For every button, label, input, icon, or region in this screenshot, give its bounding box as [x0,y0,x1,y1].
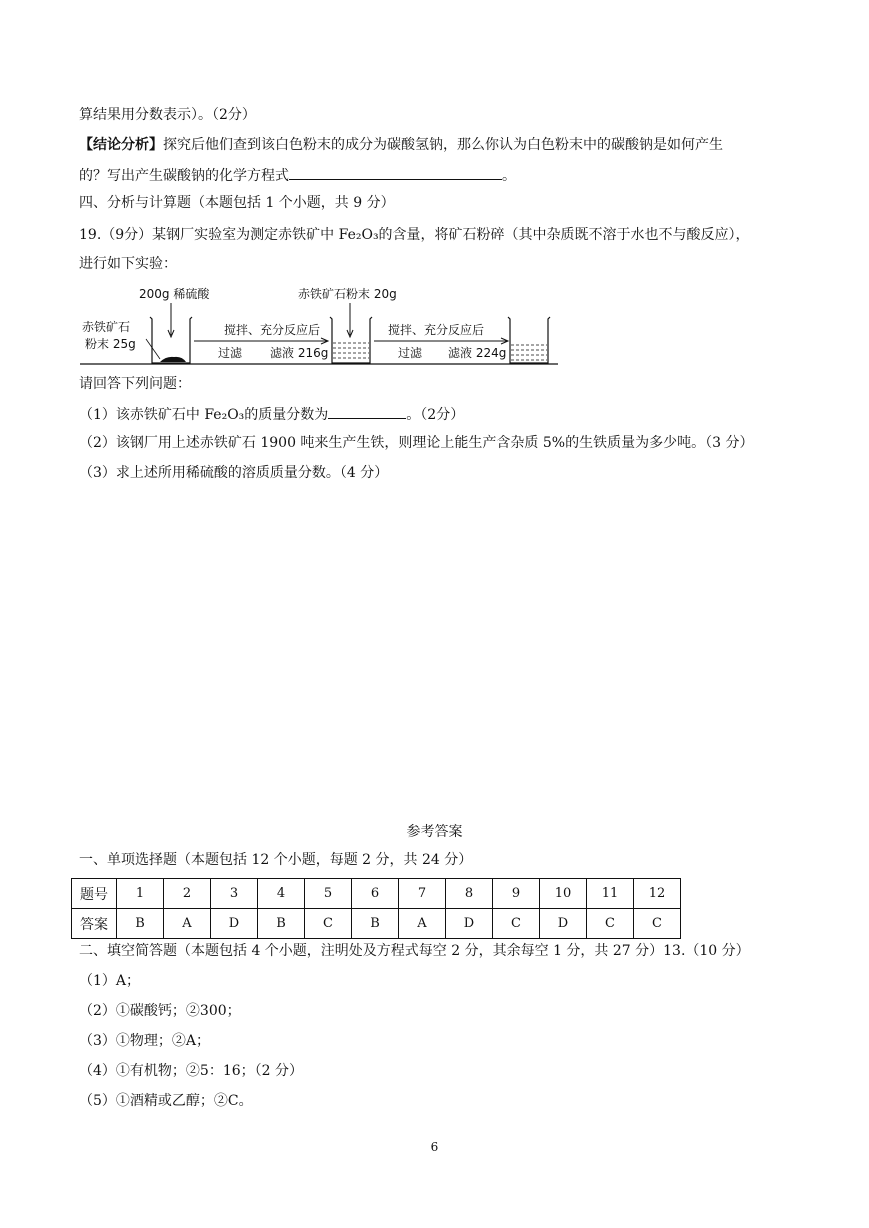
table-cell: C [493,909,540,939]
table-row-answers [72,909,681,939]
answers-section-2: 二、填空简答题（本题包括 4 个小题，注明处及方程式每空 2 分，其余每空 1 分，共 27 分）13.（10 分） [79,943,750,959]
table-cell: 1 [117,879,164,909]
subquestion-1-points: 。（2分） [406,407,465,423]
conclusion-text: 探究后他们查到该白色粉末的成分为碳酸氢钠，那么你认为白色粉末中的碳酸钠是如何产生 [163,137,723,153]
table-cell: 9 [493,879,540,909]
table-cell: 11 [587,879,634,909]
answers-section-1: 一、单项选择题（本题包括 12 个小题，每题 2 分，共 24 分） [79,852,473,868]
table-cell: 12 [634,879,681,909]
table-cell: B [258,909,305,939]
page-number: 6 [430,1140,439,1154]
subquestion-2: （2）该钢厂用上述赤铁矿石 1900 吨来生产生铁，则理论上能生产含杂质 5%的生铁质量为多少吨。（3 分） [79,435,754,451]
table-cell: C [305,909,352,939]
table-cell: 7 [399,879,446,909]
mass-fraction-blank[interactable] [328,403,406,419]
subquestion-1 [79,403,464,425]
continued-text: 算结果用分数表示）。（2分） [79,107,256,123]
table-cell: 10 [540,879,587,909]
step1-filter: 过滤 [218,346,243,360]
answer-13-4: （4）①有机物；②5：16；（2 分） [79,1063,303,1079]
answer-13-1: （1）A； [79,973,141,989]
beaker-1 [146,303,192,363]
answer-table [71,878,681,939]
ore-label-1: 赤铁矿石 [82,320,131,334]
table-cell: D [211,909,258,939]
table-cell: C [587,909,634,939]
questions-intro: 请回答下列问题： [79,376,191,392]
ore2-label: 赤铁矿石粉末 20g [298,287,397,301]
answer-13-2: （2）①碳酸钙；②300； [79,1003,241,1019]
step2-filter: 过滤 [398,346,423,360]
table-cell: 5 [305,879,352,909]
equation-prompt-line [79,164,516,186]
equation-answer-blank[interactable] [289,164,502,180]
conclusion-analysis-line [79,135,723,155]
subquestion-1-text: （1）该赤铁矿石中 Fe₂O₃的质量分数为 [79,407,329,423]
table-cell: B [352,909,399,939]
answer-13-5: （5）①酒精或乙醇；②C。 [79,1093,253,1109]
subquestion-3: （3）求上述所用稀硫酸的溶质质量分数。（4 分） [79,465,389,481]
table-cell: A [399,909,446,939]
table-cell: 8 [446,879,493,909]
table-cell: B [117,909,164,939]
experiment-diagram [80,283,560,367]
step1-top: 搅拌、充分反应后 [224,323,321,337]
beaker-2 [330,303,372,363]
beaker-3 [508,317,550,363]
table-cell: 2 [164,879,211,909]
table-cell: D [540,909,587,939]
table-cell: 3 [211,879,258,909]
question-19-stem: 19.（9分）某钢厂实验室为测定赤铁矿中 Fe₂O₃的含量，将矿石粉碎（其中杂质既不溶于水也不与酸反应）， [79,227,750,243]
table-cell: D [446,909,493,939]
step1-filtrate: 滤液 216g [270,346,329,360]
row-header-answer: 答案 [72,909,117,939]
table-cell: 6 [352,879,399,909]
answers-title: 参考答案 [406,824,463,840]
section-four-heading: 四、分析与计算题（本题包括 1 个小题，共 9 分） [79,195,395,211]
equation-prompt: 的？写出产生碳酸钠的化学方程式 [79,168,289,184]
step2-top: 搅拌、充分反应后 [388,323,485,337]
equation-period: 。 [502,168,516,184]
table-cell: C [634,909,681,939]
ore-label-2: 粉末 25g [85,337,136,351]
row-header-number: 题号 [72,879,117,909]
table-row-numbers [72,879,681,909]
conclusion-label: 【结论分析】 [79,137,163,153]
answer-13-3: （3）①物理；②A； [79,1033,211,1049]
acid-label: 200g 稀硫酸 [139,287,210,301]
table-cell: 4 [258,879,305,909]
step2-filtrate: 滤液 224g [448,346,507,360]
question-19-stem-cont: 进行如下实验： [79,256,177,272]
table-cell: A [164,909,211,939]
